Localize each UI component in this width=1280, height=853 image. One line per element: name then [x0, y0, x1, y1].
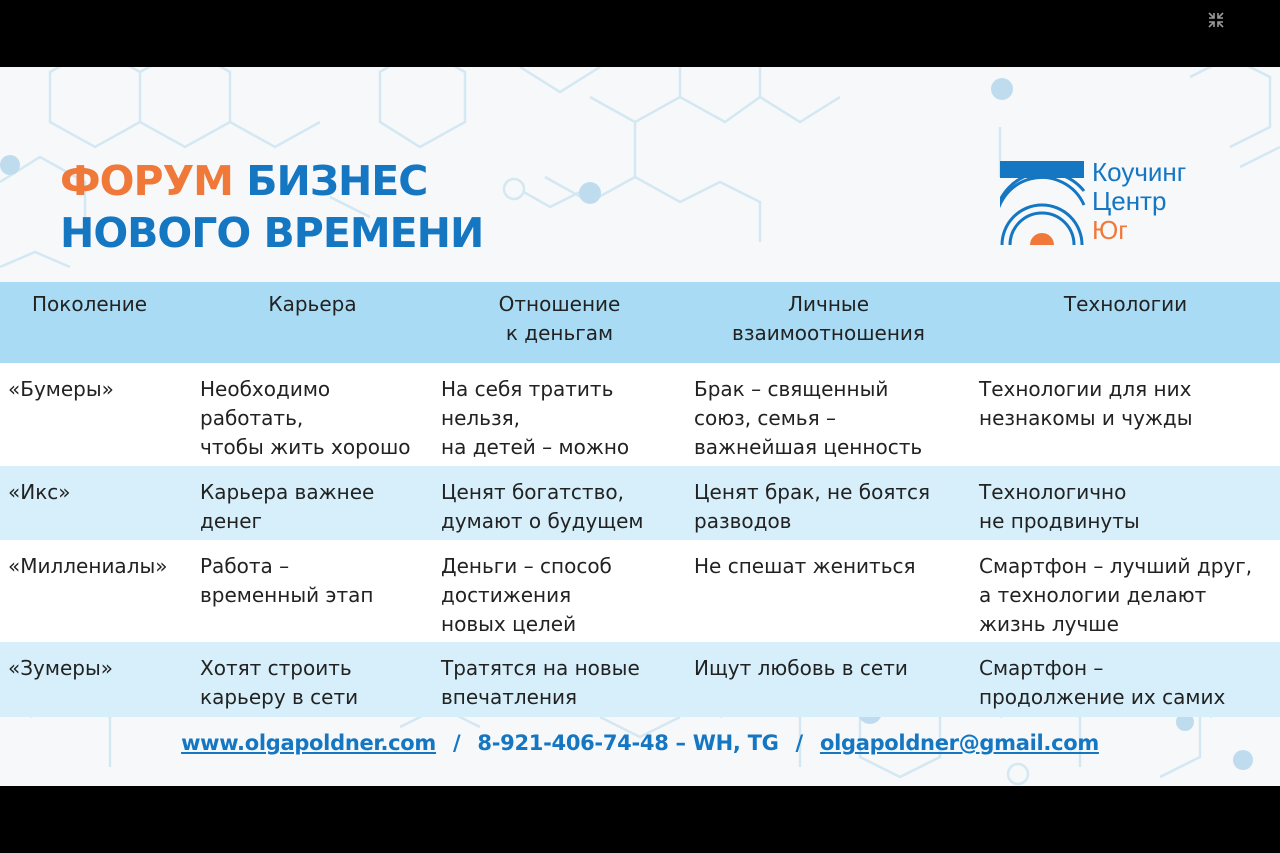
logo-line-south: Юг [1092, 215, 1128, 245]
table-row-boomers [0, 363, 1280, 466]
logo-line-coaching: Коучинг [1092, 157, 1187, 187]
viewer-bottom-bar [0, 786, 1280, 853]
cell-career: Карьера важнее денег [192, 466, 433, 540]
generations-table [0, 282, 1280, 717]
phone-number: 8-921-406-74-48 – WH, TG [477, 731, 779, 755]
cell-career: Необходимо работать, чтобы жить хорошо [192, 363, 433, 466]
collapse-fullscreen-icon[interactable] [1206, 10, 1226, 30]
cell-career: Хотят строить карьеру в сети [192, 642, 433, 717]
title-word-business: БИЗНЕС [246, 157, 428, 205]
cell-generation: «Бумеры» [0, 363, 192, 466]
column-header-relationships: Личные взаимоотношения [686, 282, 971, 363]
email-link[interactable]: olgapoldner@gmail.com [819, 731, 1099, 755]
cell-career: Работа – временный этап [192, 540, 433, 642]
table-row-zoomers [0, 642, 1280, 717]
cell-generation: «Миллениалы» [0, 540, 192, 642]
footer-separator: / [453, 731, 461, 755]
presentation-slide [0, 67, 1280, 786]
table-row-millennials [0, 540, 1280, 642]
cell-technology: Смартфон – лучший друг, а технологии делают жизнь лучше [971, 540, 1280, 642]
cell-generation: «Зумеры» [0, 642, 192, 717]
column-header-money: Отношение к деньгам [433, 282, 686, 363]
cell-relationships: Ищут любовь в сети [686, 642, 971, 717]
title-word-forum: ФОРУМ [60, 157, 233, 205]
cell-technology: Технологии для них незнакомы и чужды [971, 363, 1280, 466]
cell-money: Деньги – способ достижения новых целей [433, 540, 686, 642]
logo-line-center: Центр [1092, 186, 1167, 216]
viewer-top-bar [0, 0, 1280, 67]
forum-title [60, 155, 483, 259]
footer-separator: / [795, 731, 803, 755]
column-header-technology: Технологии [971, 282, 1280, 363]
column-header-generation: Поколение [0, 282, 192, 363]
table-header-row [0, 282, 1280, 363]
website-link[interactable]: www.olgapoldner.com [181, 731, 437, 755]
contact-footer [0, 731, 1280, 755]
cell-relationships: Не спешат жениться [686, 540, 971, 642]
table-row-gen-x [0, 466, 1280, 540]
cell-generation: «Икс» [0, 466, 192, 540]
cell-money: На себя тратить нельзя, на детей – можно [433, 363, 686, 466]
cell-technology: Технологично не продвинуты [971, 466, 1280, 540]
cell-relationships: Брак – священный союз, семья – важнейшая ценность [686, 363, 971, 466]
cell-money: Тратятся на новые впечатления [433, 642, 686, 717]
title-line-new-time: НОВОГО ВРЕМЕНИ [60, 209, 484, 257]
logo-wordmark [1092, 158, 1186, 245]
cell-money: Ценят богатство, думают о будущем [433, 466, 686, 540]
column-header-career: Карьера [192, 282, 433, 363]
cell-relationships: Ценят брак, не боятся разводов [686, 466, 971, 540]
cell-technology: Смартфон – продолжение их самих [971, 642, 1280, 717]
